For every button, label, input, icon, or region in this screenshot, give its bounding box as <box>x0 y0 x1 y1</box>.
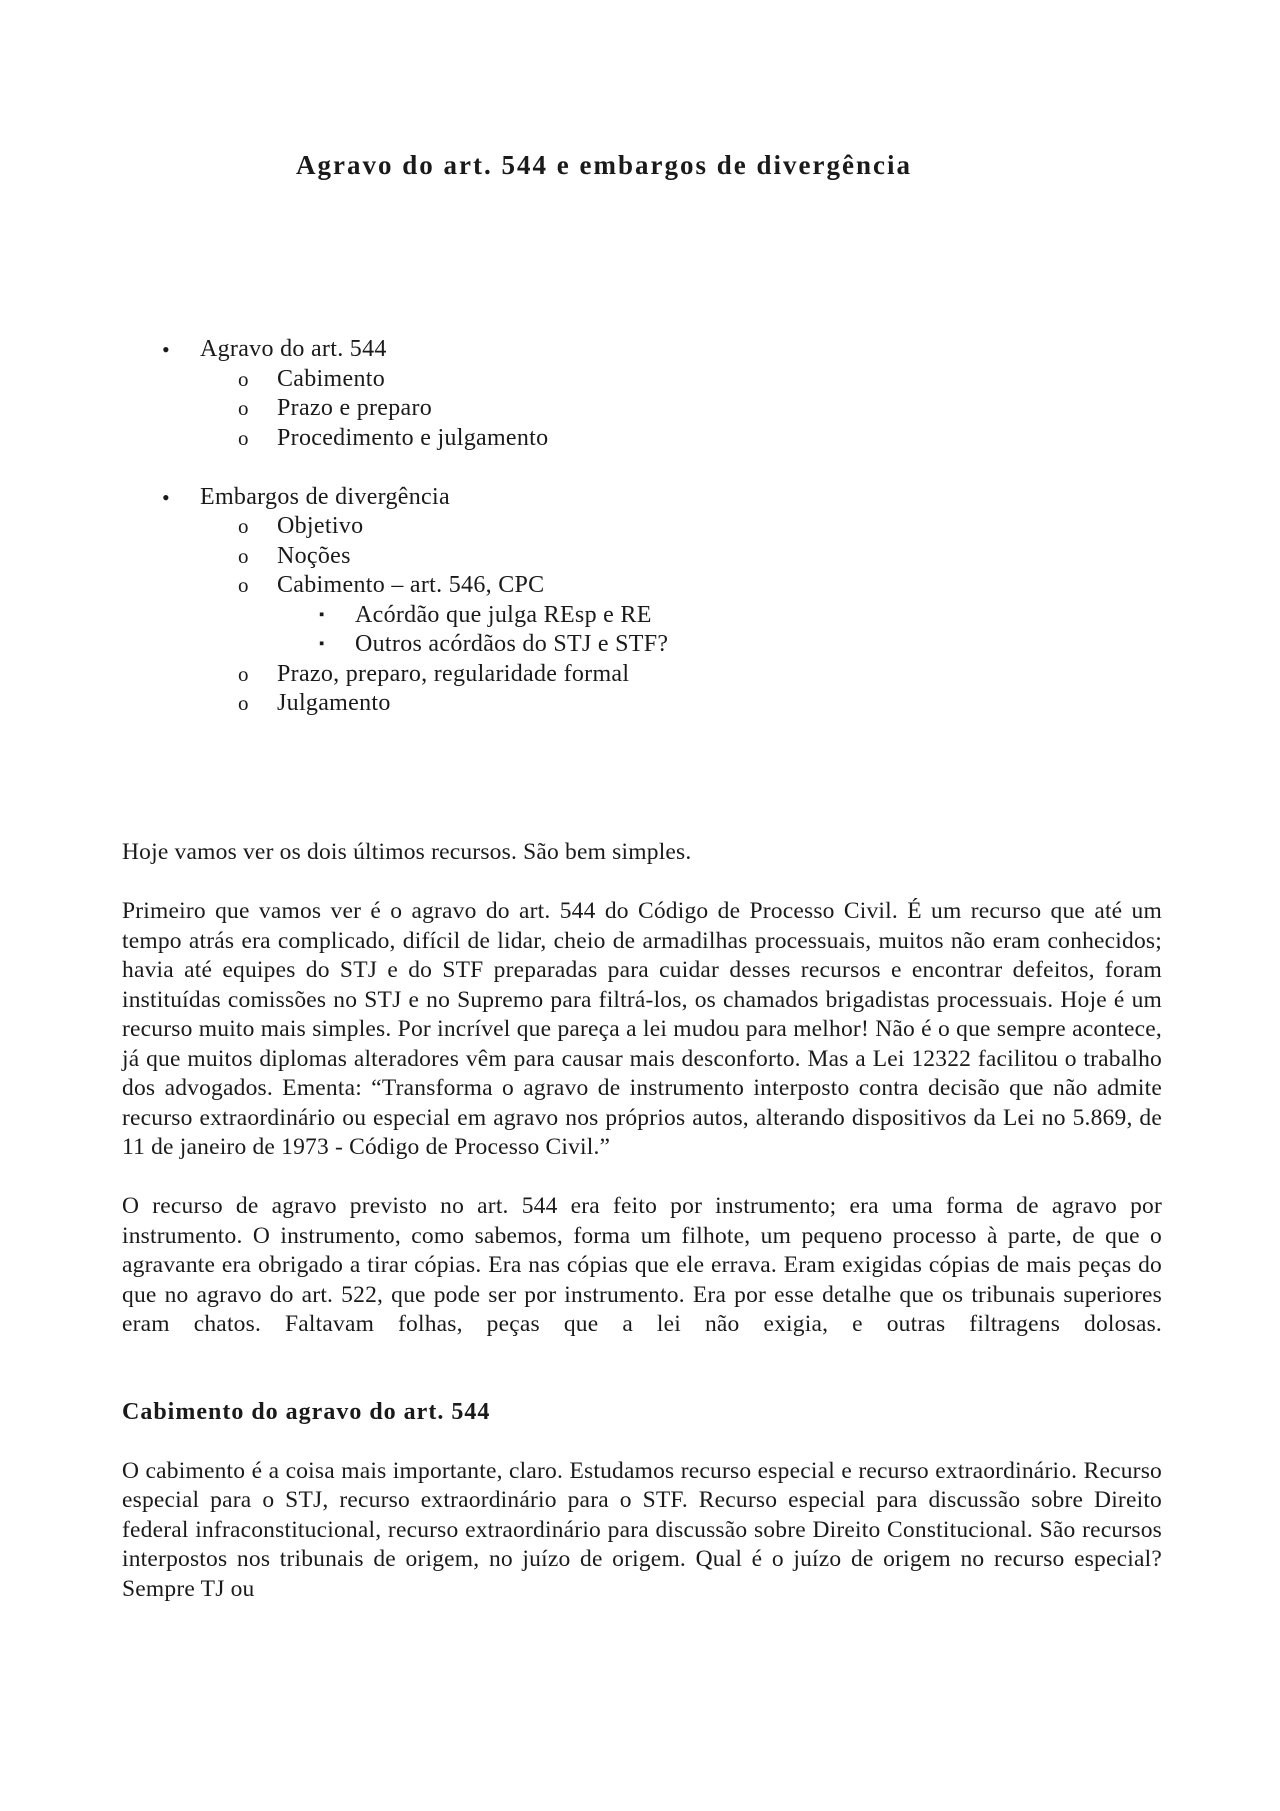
outline-item <box>0 394 1280 424</box>
outline-item <box>0 660 1280 690</box>
bullet-marker: • <box>162 337 170 362</box>
outline-text: Acórdão que julga REsp e RE <box>355 601 652 628</box>
outline-text: Noções <box>277 542 351 569</box>
outline-text: Cabimento – art. 546, CPC <box>277 572 545 598</box>
outline-item <box>0 601 1280 631</box>
outline-text: Embargos de divergência <box>200 483 450 510</box>
outline-text: Objetivo <box>277 513 364 539</box>
outline-item <box>0 542 1280 572</box>
bullet-marker: o <box>238 543 249 568</box>
paragraph: Hoje vamos ver os dois últimos recursos. São bem simples. <box>122 839 692 865</box>
outline-item <box>0 483 1280 513</box>
outline-text: Agravo do art. 544 <box>200 336 387 362</box>
outline-item <box>0 571 1280 601</box>
outline-spacer <box>0 453 1280 483</box>
outline-text: Prazo e preparo <box>277 395 433 421</box>
bullet-marker: o <box>238 691 249 715</box>
outline-item <box>0 365 1280 395</box>
outline-item <box>0 512 1280 542</box>
outline-text: Procedimento e julgamento <box>277 424 549 451</box>
outline-text: Prazo, preparo, regularidade formal <box>277 660 630 687</box>
outline-text: Cabimento <box>277 365 386 392</box>
paragraph: O recurso de agravo previsto no art. 544 era feito por instrumento; era uma forma de agravo por instrumento. O instrumento, como sabemos, forma um filhote, um pequeno processo à parte, de que o agravante era obrigado a tirar cópias. Era nas cópias que ele errava. Eram exigidas cópias de mais peças do que no agravo do art. 522, que pode ser por instrumento. Era por esse detalhe que os tribunais superiores eram chatos. Faltavam folhas, peças que a lei não exigia, e outras filtragens dolosas. <box>122 1193 1162 1337</box>
bullet-marker: o <box>238 514 249 538</box>
document-body <box>122 838 1162 1634</box>
bullet-marker: ▪ <box>319 636 325 652</box>
bullet-marker: o <box>238 573 249 597</box>
bullet-marker: ▪ <box>319 606 325 623</box>
outline-text: Julgamento <box>277 690 391 716</box>
outline-item <box>0 424 1280 454</box>
bullet-marker: o <box>238 366 249 391</box>
outline-item <box>0 630 1280 660</box>
topic-outline <box>0 335 1280 719</box>
bullet-marker: • <box>162 484 170 510</box>
bullet-marker: o <box>238 425 249 450</box>
outline-item <box>0 335 1280 365</box>
paragraph: O cabimento é a coisa mais importante, claro. Estudamos recurso especial e recurso extraordinário. Recurso especial para o STJ, recurso extraordinário para o STF. Recurso especial para discussão sobre Direito federal infraconstitucional, recurso extraordinário para discussão sobre Direito Constitucional. São recursos interpostos nos tribunais de origem, no juízo de origem. Qual é o juízo de origem no recurso especial? Sempre TJ ou <box>122 1457 1162 1602</box>
paragraph: Primeiro que vamos ver é o agravo do art. 544 do Código de Processo Civil. É um recurso que até um tempo atrás era complicado, difícil de lidar, cheio de armadilhas processuais, muitos não eram conhecidos; havia até equipes do STJ e do STF preparadas para cuidar desses recursos e encontrar defeitos, foram instituídas comissões no STJ e no Supremo para filtrá-los, os chamados brigadistas processuais. Hoje é um recurso muito mais simples. Por incrível que pareça a lei mudou para melhor! Não é o que sempre acontece, já que muitos diplomas alteradores vêm para causar mais desconforto. Mas a Lei 12322 facilitou o trabalho dos advogados. Ementa: “Transforma o agravo de instrumento interposto contra decisão que não admite recurso extraordinário ou especial em agravo nos próprios autos, alterando dispositivos da Lei no 5.869, de 11 de janeiro de 1973 - Código de Processo Civil.” <box>122 898 1162 1160</box>
bullet-marker: o <box>238 661 249 686</box>
outline-text: Outros acórdãos do STJ e STF? <box>355 631 669 657</box>
page-title: Agravo do art. 544 e embargos de divergência <box>296 150 912 180</box>
bullet-marker: o <box>238 396 249 420</box>
outline-item <box>0 689 1280 719</box>
section-heading: Cabimento do agravo do art. 544 <box>122 1398 491 1425</box>
